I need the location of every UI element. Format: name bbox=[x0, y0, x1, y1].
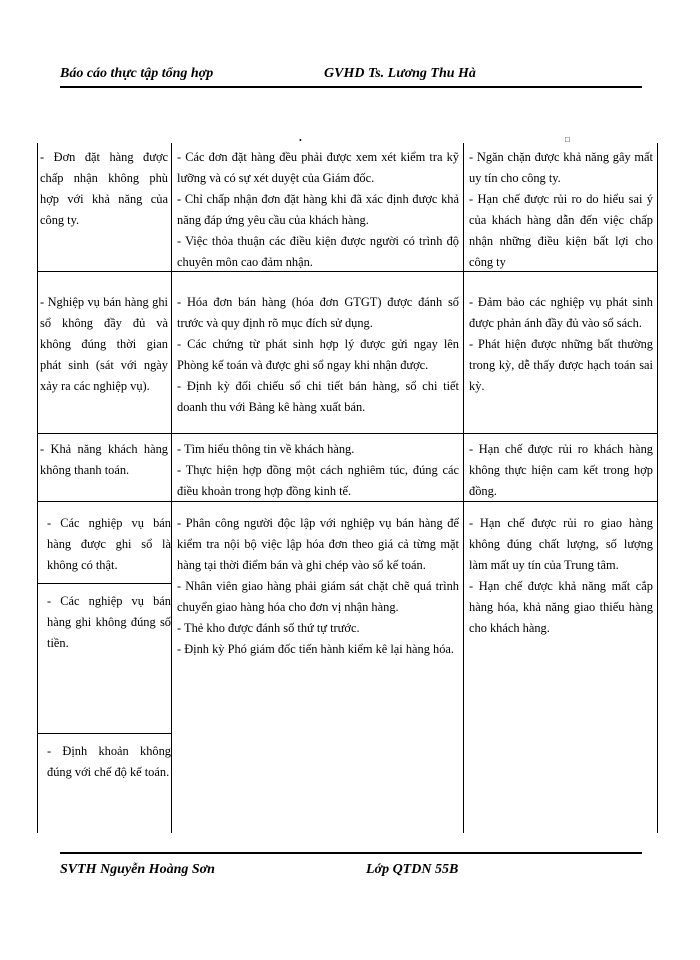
control-item: - Các đơn đặt hàng đều phải được xem xét kiểm tra kỹ lưỡng và có sự xét duyệt của Giám đốc. bbox=[177, 150, 459, 185]
footer-rule bbox=[60, 852, 642, 854]
divider-col2 bbox=[463, 143, 464, 833]
control-item: - Các chứng từ phát sinh hợp lý được gửi ngay lên Phòng kế toán và được ghi sổ ngay khi nhận được. bbox=[177, 337, 459, 372]
control-item: - Chỉ chấp nhận đơn đặt hàng khi đã xác định được khả năng đáp ứng yêu cầu của khách hàng. bbox=[177, 192, 459, 227]
risk-item: - Nghiệp vụ bán hàng ghi sổ không đầy đủ và không đúng thời gian phát sinh (sát với ngày xảy ra các nghiệp vụ). bbox=[40, 295, 168, 393]
table-row-3-risk bbox=[40, 439, 168, 481]
table-row-1-effects bbox=[469, 147, 653, 273]
page-header bbox=[60, 58, 642, 86]
table-row-4-effects bbox=[469, 513, 653, 639]
control-item: - Tìm hiểu thông tin về khách hàng. bbox=[177, 442, 355, 456]
class-name: Lớp QTDN 55B bbox=[366, 862, 459, 877]
effect-item: - Đảm bảo các nghiệp vụ phát sinh được phản ánh đầy đủ vào sổ sách. bbox=[469, 295, 653, 330]
table-row-3-controls bbox=[177, 439, 459, 502]
risk-item: - Các nghiệp vụ bán hàng được ghi sổ là không có thật. bbox=[47, 516, 171, 572]
effect-item: - Hạn chế được rủi ro khách hàng không thực hiện cam kết trong hợp đồng. bbox=[469, 442, 653, 498]
effect-item: - Hạn chế được rủi ro do hiểu sai ý của khách hàng dẫn đến việc chấp nhận những điều kiện bất lợi cho công ty bbox=[469, 192, 653, 269]
border-right bbox=[657, 143, 658, 833]
table-row-4-risk-1 bbox=[47, 513, 171, 576]
report-title: Báo cáo thực tập tổng hợp bbox=[60, 66, 214, 81]
table-row-1-controls bbox=[177, 147, 459, 273]
control-item: - Định kỳ đối chiếu sổ chi tiết bán hàng, sổ chi tiết doanh thu với Bảng kê hàng xuất bán. bbox=[177, 379, 459, 414]
control-item: - Định kỳ Phó giám đốc tiến hành kiểm kê lại hàng hóa. bbox=[177, 642, 455, 656]
row-divider-2 bbox=[37, 433, 657, 434]
supervisor-name: GVHD Ts. Lương Thu Hà bbox=[324, 66, 476, 81]
effect-item: - Hạn chế được khả năng mất cắp hàng hóa, khả năng giao thiếu hàng cho khách hàng. bbox=[469, 579, 653, 635]
column-marker-dot: • bbox=[299, 136, 302, 145]
effect-item: - Ngăn chặn được khả năng gây mất uy tín cho công ty. bbox=[469, 150, 653, 185]
risk-item: - Định khoản không đúng với chế độ kế toán. bbox=[47, 744, 171, 779]
risk-item: - Khả năng khách hàng không thanh toán. bbox=[40, 442, 168, 477]
table-row-4-controls bbox=[177, 513, 459, 660]
table-row-2-risk bbox=[40, 292, 168, 397]
effect-item: - Phát hiện được những bất thường trong kỳ, dễ thấy được hạch toán sai kỳ. bbox=[469, 337, 653, 393]
table-row-4-risk-2 bbox=[47, 591, 171, 654]
student-name: SVTH Nguyễn Hoàng Sơn bbox=[60, 862, 215, 877]
control-table bbox=[37, 135, 657, 833]
divider-col1 bbox=[171, 143, 172, 833]
control-item: - Việc thỏa thuận các điều kiện được người có trình độ chuyên môn cao đảm nhận. bbox=[177, 234, 459, 269]
header-rule bbox=[60, 86, 642, 88]
table-row-2-effects bbox=[469, 292, 653, 397]
sub-row-divider-2 bbox=[37, 733, 171, 734]
risk-item: - Các nghiệp vụ bán hàng ghi không đúng số tiền. bbox=[47, 594, 171, 650]
table-row-3-effects bbox=[469, 439, 653, 502]
table-row-1-risk bbox=[40, 147, 168, 231]
control-item: - Thực hiện hợp đồng một cách nghiêm túc, đúng các điều khoản trong hợp đồng kinh tế. bbox=[177, 463, 459, 498]
control-item: - Thẻ kho được đánh số thứ tự trước. bbox=[177, 621, 360, 635]
column-marker-square: □ bbox=[565, 135, 570, 144]
control-item: - Nhân viên giao hàng phải giám sát chặt chẽ quá trình chuyển giao hàng hóa cho đơn vị nhận hàng. bbox=[177, 579, 459, 614]
sub-row-divider-1 bbox=[37, 583, 171, 584]
effect-item: - Hạn chế được rủi ro giao hàng không đúng chất lượng, số lượng làm mất uy tín của Trung tâm. bbox=[469, 516, 653, 572]
table-row-2-controls bbox=[177, 292, 459, 418]
risk-item: - Đơn đặt hàng được chấp nhận không phù hợp với khả năng của công ty. bbox=[40, 150, 168, 227]
border-left bbox=[37, 143, 38, 833]
table-row-4-risk-3 bbox=[47, 741, 171, 783]
control-item: - Hóa đơn bán hàng (hóa đơn GTGT) được đánh số trước và quy định rõ mục đích sử dụng. bbox=[177, 295, 459, 330]
control-item: - Phân công người độc lập với nghiệp vụ bán hàng để kiểm tra nội bộ việc lập hóa đơn theo giá cả từng mặt hàng tại thời điểm bán và ghi chép vào sổ kế toán. bbox=[177, 516, 459, 572]
